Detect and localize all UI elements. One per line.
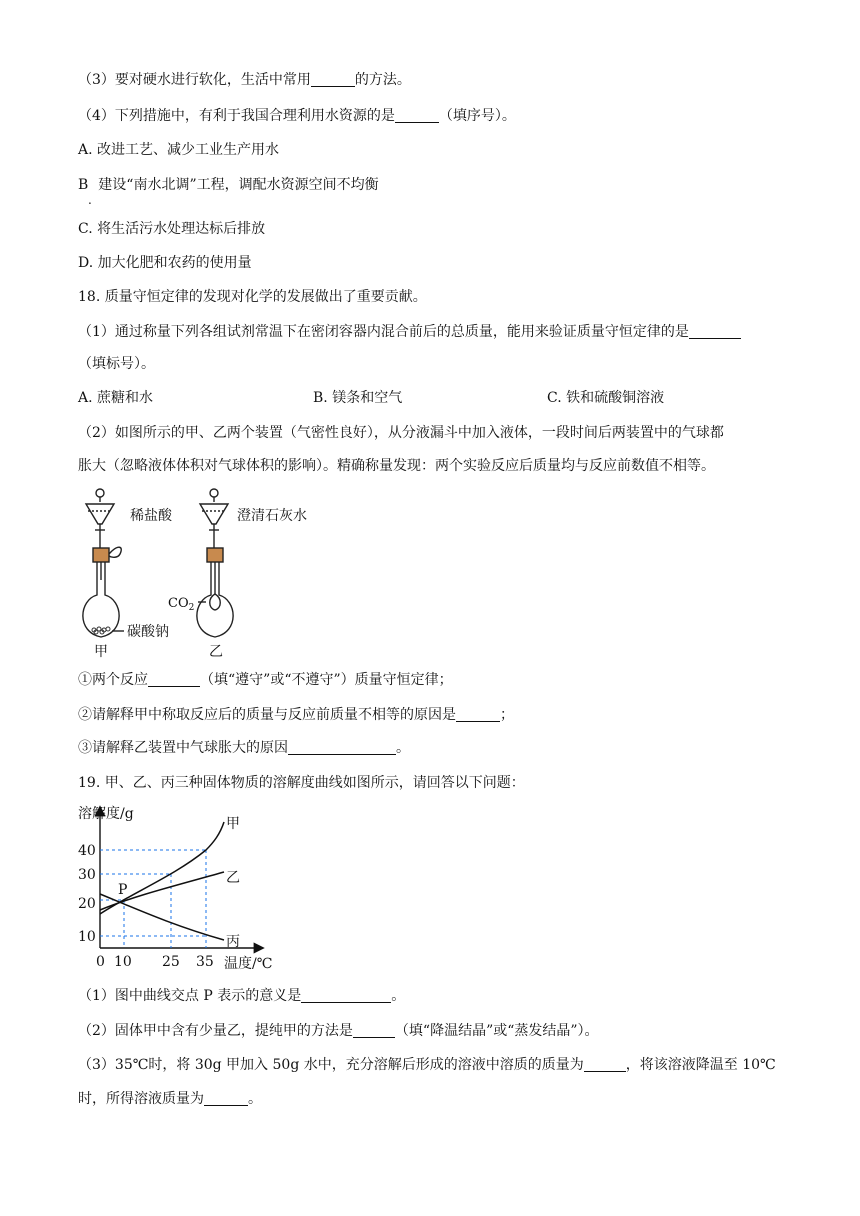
answer-blank[interactable] (301, 988, 391, 1003)
q17-option-a: A. 改进工艺、减少工业生产用水 (78, 142, 280, 158)
y-tick-20: 20 (78, 896, 96, 912)
q17-part3 (78, 70, 411, 90)
answer-blank[interactable] (204, 1091, 248, 1106)
x-axis-label: 温度/℃ (224, 956, 273, 972)
q17-part3-tail: 的方法。 (354, 72, 411, 88)
answer-blank[interactable] (288, 740, 396, 755)
q17-option-b (78, 175, 379, 195)
curve-label-jia: 甲 (226, 816, 240, 832)
q19-part1 (78, 986, 405, 1006)
caption-yi: 乙 (209, 644, 223, 660)
q18-sub1-text: ①两个反应 (78, 672, 148, 688)
q17-part4-tail: （填序号）。 (438, 108, 516, 124)
x-tick-10: 10 (114, 954, 132, 970)
q17-option-b-text: 建设“南水北调”工程，调配水资源空间不均衡 (98, 177, 379, 193)
solubility-graph (74, 796, 294, 980)
q18-stem: 18. 质量守恒定律的发现对化学的发展做出了重要贡献。 (78, 289, 427, 305)
q19-stem: 19. 甲、乙、丙三种固体物质的溶解度曲线如图所示，请回答以下问题： (78, 775, 525, 791)
apparatus-figure (74, 482, 334, 662)
q19-part3-line1 (78, 1055, 776, 1075)
q18-part2-line1: （2）如图所示的甲、乙两个装置（气密性良好），从分液漏斗中加入液体，一段时间后两装置中的气球都 (78, 425, 724, 441)
x-tick-35: 35 (196, 954, 214, 970)
answer-blank[interactable] (456, 707, 500, 722)
q18-sub3-text: ③请解释乙装置中气球胀大的原因 (78, 740, 288, 756)
answer-blank[interactable] (689, 324, 741, 339)
q18-sub2 (78, 705, 514, 725)
q19-part2-tail: （填“降温结晶”或“蒸发结晶”）。 (394, 1023, 599, 1039)
y-tick-40: 40 (78, 843, 96, 859)
q19-part3-line2 (78, 1089, 262, 1109)
q18-option-b: B. 镁条和空气 (313, 390, 403, 406)
q18-sub3 (78, 738, 410, 758)
curve-label-bing: 丙 (226, 934, 240, 950)
y-axis-label: 溶解度/g (78, 806, 134, 822)
q19-part3-line2-text: 时，所得溶液质量为 (78, 1091, 204, 1107)
funnel-label-left: 稀盐酸 (130, 508, 172, 524)
q17-part4-text: （4）下列措施中，有利于我国合理利用水资源的是 (78, 108, 395, 124)
answer-blank[interactable] (148, 672, 200, 687)
x-tick-25: 25 (162, 954, 180, 970)
q18-sub1 (78, 670, 453, 690)
y-tick-10: 10 (78, 929, 96, 945)
flask-label-left: 碳酸钠 (127, 624, 169, 640)
q17-part3-text: （3）要对硬水进行软化，生活中常用 (78, 72, 311, 88)
caption-jia: 甲 (94, 644, 108, 660)
funnel-label-right: 澄清石灰水 (237, 508, 307, 524)
q18-sub1-tail: （填“遵守”或“不遵守”）质量守恒定律； (200, 672, 453, 688)
q18-sub2-tail: ； (500, 707, 514, 723)
q18-option-c: C. 铁和硫酸铜溶液 (547, 390, 665, 406)
y-tick-30: 30 (78, 867, 96, 883)
gas-label: $CO_2$ (168, 596, 195, 613)
q19-part1-tail: 。 (391, 988, 406, 1004)
q17-option-c: C. 将生活污水处理达标后排放 (78, 221, 266, 237)
x-tick-0: 0 (96, 954, 105, 970)
curve-label-yi: 乙 (226, 870, 240, 886)
q19-part3-text: （3）35℃时，将 30g 甲加入 50g 水中，充分溶解后形成的溶液中溶质的质量为 (78, 1057, 584, 1073)
q17-option-d: D. 加大化肥和农药的使用量 (78, 255, 252, 271)
q19-part3-line2-tail: 。 (248, 1091, 262, 1107)
q19-part2-text: （2）固体甲中含有少量乙，提纯甲的方法是 (78, 1023, 353, 1039)
q18-part1-line2: （填标号）。 (78, 356, 155, 372)
q18-sub3-tail: 。 (396, 740, 410, 756)
q19-part1-text: （1）图中曲线交点 P 表示的意义是 (78, 988, 302, 1004)
q18-part1-line1 (78, 322, 741, 342)
q18-option-a: A. 蔗糖和水 (78, 390, 154, 406)
q18-sub2-text: ②请解释甲中称取反应后的质量与反应前质量不相等的原因是 (78, 707, 456, 723)
answer-blank[interactable] (395, 108, 439, 123)
q18-part1-text: （1）通过称量下列各组试剂常温下在密闭容器内混合前后的总质量，能用来验证质量守恒定律的是 (78, 324, 689, 340)
q19-part3-tail: ，将该溶液降温至 10℃ (625, 1057, 776, 1073)
answer-blank[interactable] (311, 72, 355, 87)
q17-option-b-dot: . (88, 193, 92, 207)
answer-blank[interactable] (353, 1023, 395, 1038)
q17-part4 (78, 106, 516, 126)
answer-blank[interactable] (584, 1057, 626, 1072)
q18-part2-line2: 胀大（忽略液体体积对气球体积的影响）。精确称量发现：两个实验反应后质量均与反应前数值不相等。 (78, 458, 715, 474)
q19-part2 (78, 1021, 599, 1041)
q17-option-b-letter: B (78, 177, 89, 193)
intersection-label: P (118, 882, 128, 898)
